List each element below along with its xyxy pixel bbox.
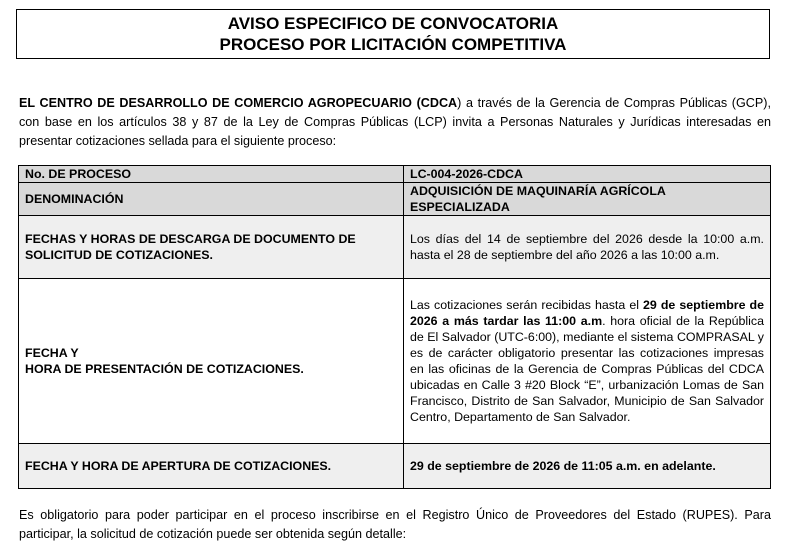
denomination-value: ADQUISICIÓN DE MAQUINARÍA AGRÍCOLA ESPECIALIZADA [404, 183, 771, 216]
submission-value [404, 279, 771, 444]
closing-paragraph: Es obligatorio para poder participar en el proceso inscribirse en el Registro Único de Proveedores del Estado (RUPES). Para participar, la solicitud de cotización puede ser obtenida según detalle: [19, 508, 771, 541]
opening-value: 29 de septiembre de 2026 de 11:05 a.m. en adelante. [404, 444, 771, 489]
table-row [19, 444, 771, 489]
notice-title: AVISO ESPECIFICO DE CONVOCATORIA [227, 14, 559, 33]
submission-label-line2: HORA DE PRESENTACIÓN DE COTIZACIONES. [25, 362, 304, 376]
submission-text-suffix: . hora oficial de la República de El Salvador (UTC-6:00), mediante el sistema COMPRASAL y es de carácter obligatorio presentar las cotizaciones impresas en las oficinas de la Gerencia de Compras Públicas del CDCA ubicadas en Calle 3 #20 Block “E”, urbanización Lomas de San Francisco, Distrito de San Salvador, Municipio de San Salvador Centro, Departamento de San Salvador. [410, 314, 764, 424]
table-row [19, 166, 771, 183]
intro-text: ) a través de la Gerencia de Compras Públicas (GCP), con base en los artículos 38 y 87 de la Ley de Compras Públicas (LCP) invita a Personas Naturales y Jurídicas interesadas en presentar cotizaciones sellada para el siguiente proceso: [19, 96, 771, 148]
table-row [19, 216, 771, 279]
download-dates-label: FECHAS Y HORAS DE DESCARGA DE DOCUMENTO DE SOLICITUD DE COTIZACIONES. [19, 216, 404, 279]
denomination-label: DENOMINACIÓN [19, 183, 404, 216]
notice-title-box [16, 9, 770, 59]
submission-deadline: 29 de septiembre de 2026 a más tardar las 11:00 a.m [410, 298, 765, 328]
notice-subtitle: PROCESO POR LICITACIÓN COMPETITIVA [219, 35, 567, 54]
organization-name: EL CENTRO DE DESARROLLO DE COMERCIO AGROPECUARIO (CDCA [19, 96, 458, 110]
submission-label-line1: FECHA Y [25, 346, 79, 360]
process-table [18, 165, 771, 489]
table-row [19, 279, 771, 444]
submission-label [19, 279, 404, 444]
intro-paragraph [19, 94, 771, 151]
process-number-value: LC-004-2026-CDCA [404, 166, 771, 183]
submission-text-prefix: Las cotizaciones serán recibidas hasta el [410, 298, 644, 312]
table-row [19, 183, 771, 216]
process-number-label: No. DE PROCESO [19, 166, 404, 183]
opening-label: FECHA Y HORA DE APERTURA DE COTIZACIONES. [19, 444, 404, 489]
download-dates-value: Los días del 14 de septiembre del 2026 desde la 10:00 a.m. hasta el 28 de septiembre del año 2026 a las 10:00 a.m. [404, 216, 771, 279]
